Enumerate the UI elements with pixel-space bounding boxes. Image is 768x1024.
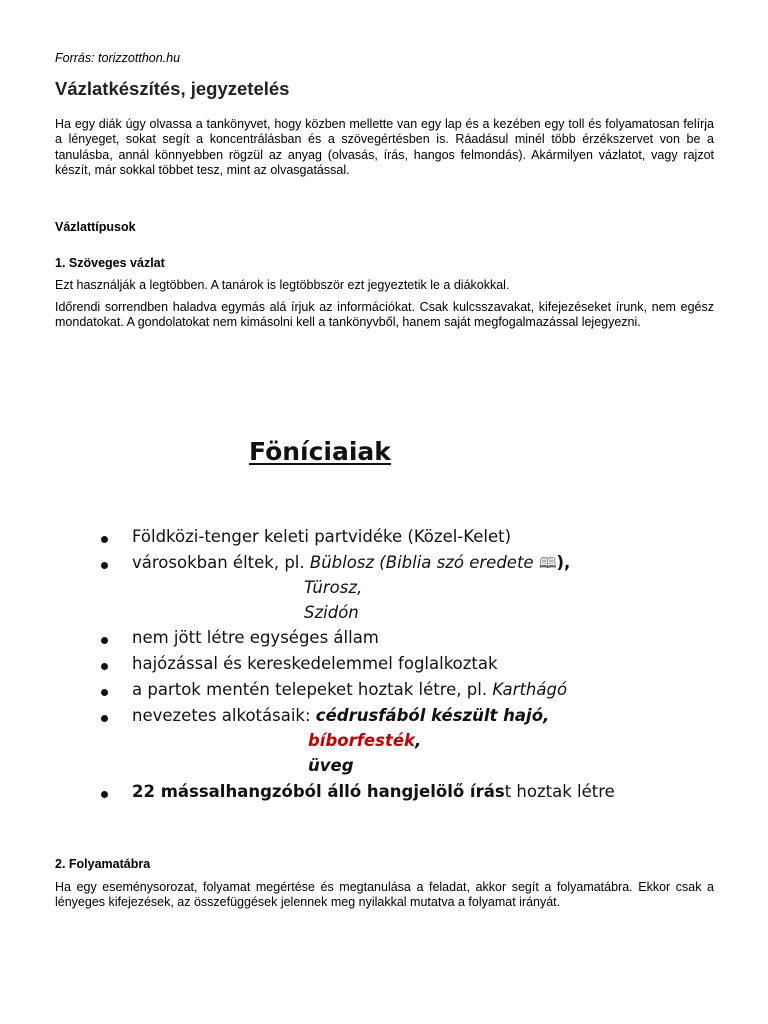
sketch-item-6: nevezetes alkotásaik: cédrusfából készült hajó, <box>132 706 550 725</box>
bullet-dot <box>101 791 108 798</box>
source-line: Forrás: torizzotthon.hu <box>55 51 181 65</box>
sketch-item-2-cont-2: Szidón <box>304 603 359 622</box>
bullet-dot <box>101 536 108 543</box>
section2-paragraph-1: Ha egy eseménysorozat, folyamat megértése és megtanulása a feladat, akkor segít a folyamatábra. Ekkor csak a lényeges kifejezések, az összefüggések jelennek meg nyilakkal mutatva a folyamat irányát. <box>55 880 714 910</box>
bullet-dot <box>101 637 108 644</box>
section2-heading: 2. Folyamatábra <box>55 857 151 871</box>
sketch-item-7: 22 mássalhangzóból álló hangjelölő írást hoztak létre <box>132 782 615 801</box>
types-heading: Vázlattípusok <box>55 220 136 234</box>
sketch-item-4: hajózással és kereskedelemmel foglalkoztak <box>132 654 498 673</box>
sketch-item-2: városokban éltek, pl. Büblosz (Biblia szó eredete 🕮), <box>132 553 570 578</box>
sketch-item-6-cont-1: bíborfesték, <box>308 731 422 750</box>
sketch-item-1: Földközi-tenger keleti partvidéke (Közel-Kelet) <box>132 527 512 546</box>
section1-paragraph-2: Időrendi sorrendben haladva egymás alá írjuk az információkat. Csak kulcsszavakat, kifejezéseket írunk, nem egész mondatokat. A gondolatokat nem kimásolni kell a tankönyvből, hanem saját megfogalmazással lejegyezni. <box>55 300 714 330</box>
bullet-dot <box>101 689 108 696</box>
page-title: Vázlatkészítés, jegyzetelés <box>55 78 290 99</box>
bullet-dot <box>101 663 108 670</box>
section1-paragraph-1: Ezt használják a legtöbben. A tanárok is legtöbbször ezt jegyeztetik le a diákokkal. <box>55 278 510 292</box>
sketch-title: Föníciaiak <box>249 437 391 466</box>
sketch-item-5: a partok mentén telepeket hoztak létre, pl. Karthágó <box>132 680 568 699</box>
sketch-item-2-cont-1: Türosz, <box>304 578 363 597</box>
sketch-item-6-cont-2: üveg <box>308 756 354 775</box>
book-icon: 🕮 <box>538 554 557 572</box>
sketch-item-3: nem jött létre egységes állam <box>132 628 379 647</box>
bullet-dot <box>101 562 108 569</box>
bullet-dot <box>101 715 108 722</box>
section1-heading: 1. Szöveges vázlat <box>55 256 165 270</box>
sketch-example <box>90 425 615 815</box>
intro-paragraph: Ha egy diák úgy olvassa a tankönyvet, hogy közben mellette van egy lap és a kezében egy toll és folyamatosan felírja a lényeget, sokat segít a koncentrálásban és a szövegértésben is. Ráadásul minél több érzékszervet von be a tanulásba, annál könnyebben rögzül az anyag (olvasás, írás, hangos felmondás). Akármilyen vázlatot, vagy rajzot készít, már sokkal többet tesz, mint az olvasgatással. <box>55 117 714 177</box>
